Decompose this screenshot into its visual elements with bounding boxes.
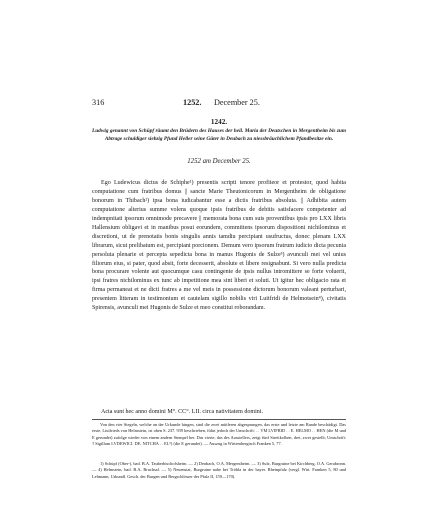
charter-text xyxy=(92,170,346,322)
footnote-divider xyxy=(92,419,346,420)
footnotes xyxy=(92,461,346,480)
page-number: 316 xyxy=(92,98,105,107)
seal-notes xyxy=(92,422,346,447)
charter-paragraph: Ego Ludewicus dictus de Schiphe¹) presentis scripti tenore profiteor et protestor, quod habita computatione cum fratribus domus || sancte Marie Theutonicorum in Mergentheim de obligatione bonorum in Thibach²) ipsa bona iudicabantur esse a dictis fratribus absoluta. || Adhibita autem computatione alterius summe volens quoque ipsis fratribus de debitis satisfacere competenter ad indempnitati ipsorum omnimode precavere || memorata bona cum suis proventibus ipsis pro LXX libris Hallensium obligavi et in manibus posui eorundem, committens ipsorum dispositioni nichilominus et discretioni, ut de prenotatis bonis singulis annis tamdiu percipiant usufructus, donec plenam LXX librarum, sicut prelibatum est, percipiant porcionem. Demum vero ipsorum fratrum iudicio dicta pecunia persoluta plenarie et percepta sepedicta bona in manus Hugonis de Sulze³) avunculi mei vel unius filiorum eius, si pater, quod absit, forte decesserit, absolute et libere resignabunt. Si vero nulla predicta bona procurare volente aut quocumque casu contingente de ipsis nullus intromittere se forte voluerit, ipsi fratres nichilominus ex tunc ab impetitione mea sint liberi et soluti. Ut igitur hec obligacio rata et firma permaneat et ne dicti fratres a me vel meis in possessione dictorum bonorum valeant perturbari, presentem litteram in testimonium et cautelam sigillo nobilis viri Luitfridi de Helmotsein⁴), civitatis Spirensis, avunculi mei Hugonis de Sulze et meo constitui roborandam. xyxy=(92,179,346,312)
acta-line: Acta sunt hec anno domini M°. CC°. LII. circa nativitatem domini. xyxy=(101,409,264,415)
running-header xyxy=(92,98,346,108)
seal-notes-paragraph: Von den vier Siegeln, welche an der Urkunde hingen, sind die zwei mittleren abgesprungen, das erste und letzte am Rande beschädigt. Das erste, Liutfrieds von Helmstein, ist oben S. 237. 939 beschrieben, führt jedoch der Umschrift: . . VM LVIFRID . . E. HELMO . . HEN (die M und E gerundet) zufolge wieder von einem andern Stempel her. Das vierte, das des Ausstellers, zeigt fünf Streitkolben, drei, zwei gestellt; Umschrift: † Sigillum LVDEWICI. DE. NITCHA . . EL⁵) (die E gerundet). — Auszug in Wirtembergisch Franken 5, 77. xyxy=(92,422,346,447)
date-heading: 1252 am December 25. xyxy=(187,158,251,165)
document-number: 1242. xyxy=(210,118,228,126)
header-year: 1252. xyxy=(183,98,202,107)
document-summary: Ludwig genannt von Schüpf räumt den Brüdern des Hauses der heil. Maria der Deutschen in Mergentheim bis zum Abtrage schuldiger siebzig Pfund Heller seine Güter in Deubach zu niessbräuchlichem Pfandbesitze ein. xyxy=(92,128,346,142)
footnotes-paragraph: 1) Schüpf (Ober-), bad. B.A. Tauberbischofsheim. — 2) Deubach, O.A. Mergentheim. — 3) Sulz, Burgruine bei Kirchberg, O.A. Gerabronn. — 4) Helmstein, bad. B.A. Bruchsal. — 5) Neuenstat, Burgruine nahe bei Tröhla in der bayer. Rheinpfalz (vergl. Wirt. Franken 5, 80 und Lehmann, Urkundl. Gesch. der Burgen und Bergschlösser der Pfalz II, 159—170). xyxy=(92,461,346,479)
header-date: December 25. xyxy=(214,98,260,107)
